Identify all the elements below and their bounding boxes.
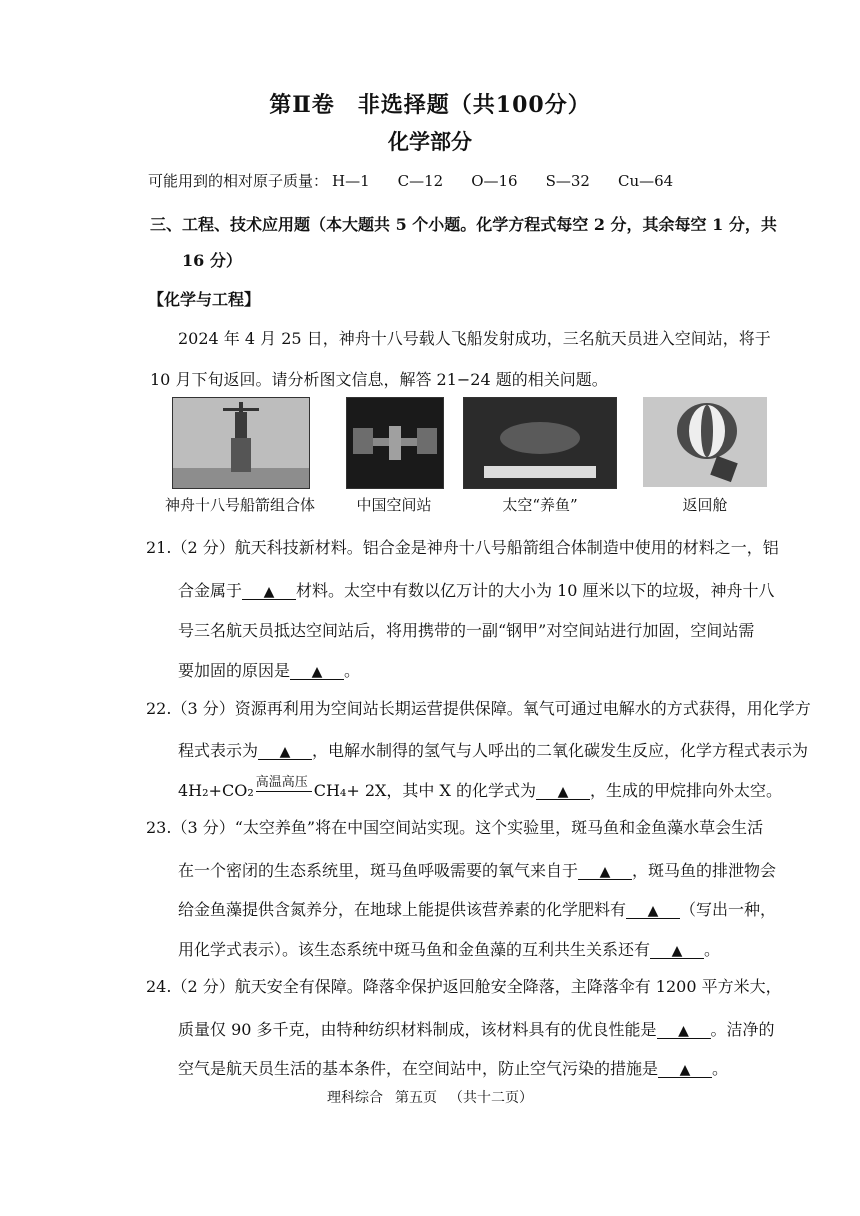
q22-equation-left: 4H₂+CO₂ [178, 781, 254, 800]
atomic-masses-prefix: 可能用到的相对原子质量： [148, 172, 329, 190]
sub-heading: 【化学与工程】 [148, 290, 261, 309]
q23-text-e: 用化学式表示）。该生态系统中斑马鱼和金鱼藻的互利共生关系还有 [178, 940, 651, 959]
q22-text-b: ，电解水制得的氢气与人呼出的二氧化碳发生反应，化学方程式表示为 [312, 741, 809, 760]
q22-equation-right: CH₄+ 2X，其中 X 的化学式为 [313, 781, 536, 800]
q24-text-c: 空气是航天员生活的基本条件，在空间站中，防止空气污染的措施是 [178, 1059, 659, 1078]
q24-line3 [178, 1056, 728, 1079]
q23-text-f: 。 [704, 940, 721, 959]
q21-blank-1[interactable]: ▲ [242, 585, 296, 600]
q23-line2 [178, 858, 776, 881]
footer-total: （共十二页） [449, 1090, 533, 1106]
figure-caption-fish: 太空“养鱼” [502, 496, 578, 514]
q24-text-b: 。洁净的 [710, 1020, 775, 1039]
section-heading-line2: 16 分） [182, 251, 242, 270]
atomic-mass-o: O—16 [471, 172, 518, 190]
q24-text-a: 质量仅 90 多千克，由特种纺织材料制成，该材料具有的优良性能是 [178, 1020, 657, 1039]
q22-line3 [178, 775, 782, 801]
rocket-photo [172, 397, 310, 489]
atomic-mass-cu: Cu—64 [617, 172, 674, 190]
atomic-mass-s: S—32 [545, 172, 590, 190]
q21-blank-2[interactable]: ▲ [290, 665, 344, 680]
q21-text-a: 合金属于 [178, 581, 243, 600]
q23-line3 [178, 897, 776, 920]
figure-caption-rocket: 神舟十八号船箭组合体 [164, 496, 315, 514]
q23-text-d: （写出一种， [680, 900, 777, 919]
footer-subject: 理科综合 [327, 1090, 383, 1106]
q23-text-c: 给金鱼藻提供含氮养分，在地球上能提供该营养素的化学肥料有 [178, 900, 627, 919]
page-footer [0, 1087, 860, 1107]
figure-caption-station: 中国空间站 [356, 496, 432, 514]
q21-line2 [178, 578, 775, 601]
q23-line1: 23.（3 分）“太空养鱼”将在中国空间站实现。这个实验里，斑马鱼和金鱼藻水草会生活 [146, 818, 764, 837]
q24-text-d: 。 [712, 1059, 729, 1078]
q21-line1: 21.（2 分）航天科技新材料。铝合金是神舟十八号船箭组合体制造中使用的材料之一，铝 [146, 538, 779, 557]
q22-line1: 22.（3 分）资源再利用为空间站长期运营提供保障。氧气可通过电解水的方式获得，用化学方 [146, 699, 811, 718]
q22-text-c: ，生成的甲烷排向外太空。 [589, 781, 782, 800]
q23-blank-3[interactable]: ▲ [650, 944, 704, 959]
q24-line1: 24.（2 分）航天安全有保障。降落伞保护返回舱安全降落，主降落伞有 1200 平方米大， [146, 977, 782, 996]
q22-line2 [178, 738, 808, 761]
paper-title: 第Ⅱ卷 非选择题（共100分） [269, 92, 591, 118]
atomic-masses-line [148, 170, 701, 191]
q24-line2 [178, 1017, 775, 1040]
q23-text-a: 在一个密闭的生态系统里，斑马鱼呼吸需要的氧气来自于 [178, 861, 579, 880]
space-fish-photo [463, 397, 617, 489]
intro-line2: 10 月下旬返回。请分析图文信息，解答 21−24 题的相关问题。 [150, 370, 608, 389]
q22-blank-1[interactable]: ▲ [258, 745, 312, 760]
q21-text-b: 材料。太空中有数以亿万计的大小为 10 厘米以下的垃圾，神舟十八 [296, 581, 775, 600]
q24-blank-2[interactable]: ▲ [658, 1063, 712, 1078]
q23-blank-2[interactable]: ▲ [626, 904, 680, 919]
space-station-photo [346, 397, 444, 489]
q23-text-b: ，斑马鱼的排泄物会 [632, 861, 777, 880]
atomic-mass-c: C—12 [397, 172, 444, 190]
q22-reaction-condition: 高温高压 [255, 775, 308, 790]
return-capsule-photo [643, 397, 767, 487]
intro-line1: 2024 年 4 月 25 日，神舟十八号载人飞船发射成功，三名航天员进入空间站，将于 [178, 329, 771, 348]
q21-line4 [178, 658, 360, 681]
q22-blank-2[interactable]: ▲ [536, 785, 590, 800]
q22-text-a: 程式表示为 [178, 741, 259, 760]
q22-reaction-arrow [255, 775, 312, 800]
section-subtitle: 化学部分 [388, 129, 472, 154]
q21-text-d: 。 [344, 661, 361, 680]
footer-page: 第五页 [395, 1090, 437, 1106]
atomic-mass-h: H—1 [332, 172, 370, 190]
q21-line3: 号三名航天员抵达空间站后，将用携带的一副“钢甲”对空间站进行加固，空间站需 [178, 621, 755, 640]
figure-caption-capsule: 返回舱 [682, 496, 728, 514]
q23-line4 [178, 937, 720, 960]
section-heading-line1: 三、工程、技术应用题（本大题共 5 个小题。化学方程式每空 2 分，其余每空 1 分，共 [150, 215, 777, 234]
q21-text-c: 要加固的原因是 [178, 661, 291, 680]
q23-blank-1[interactable]: ▲ [578, 865, 632, 880]
q24-blank-1[interactable]: ▲ [657, 1024, 711, 1039]
